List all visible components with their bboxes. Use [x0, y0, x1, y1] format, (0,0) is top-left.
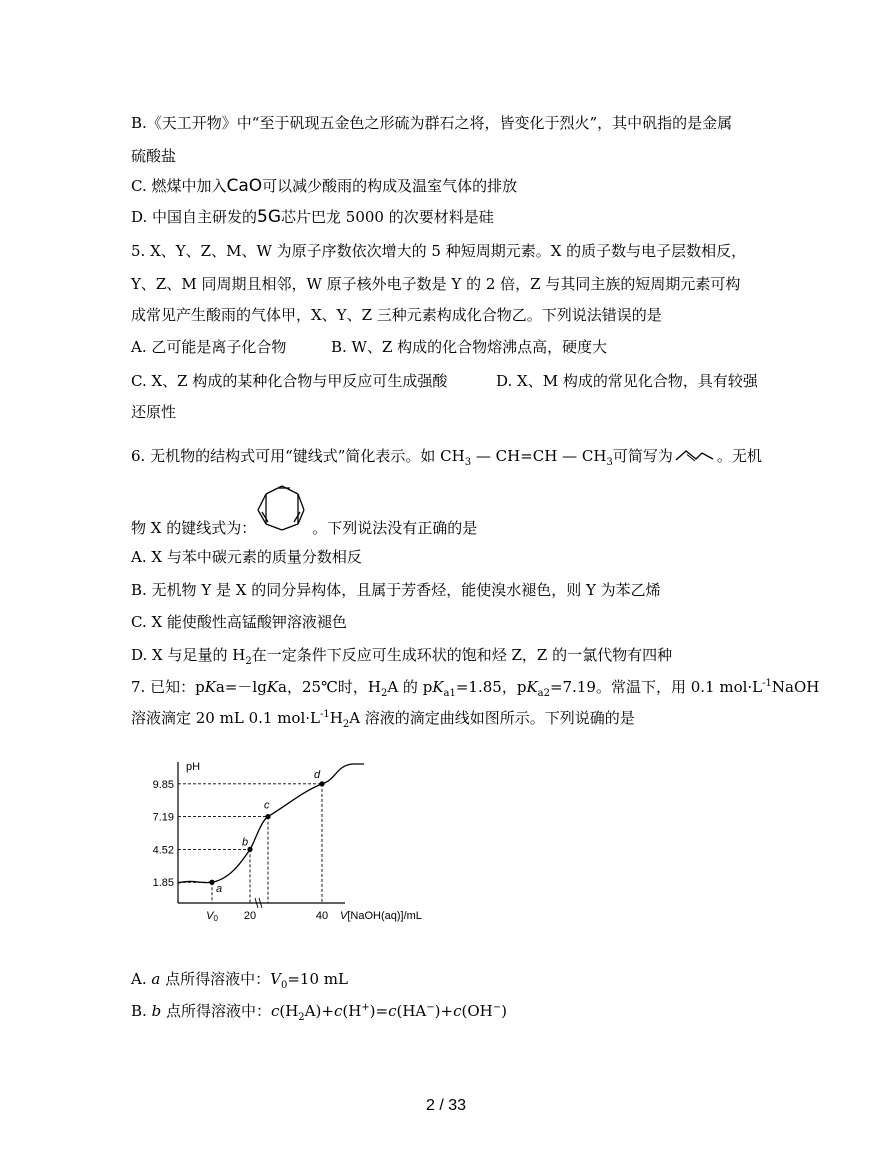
x-tick-label: 20 [243, 910, 257, 922]
y-tick-label: 7.19 [152, 811, 174, 824]
5g-label: 5G [257, 207, 282, 227]
q5-stem-line1: 5. X、Y、Z、M、W 为原子序数依次增大的 5 种短周期元素。X 的质子数与电子层数相反， [131, 242, 747, 260]
q4-option-d-text: D. 中国自主研发的 [131, 208, 258, 226]
butene-skeletal-icon [675, 447, 715, 463]
y-tick-label: 4.52 [152, 844, 174, 857]
point-d [319, 781, 324, 786]
q6-option-a: A. X 与苯中碳元素的质量分数相反 [131, 548, 362, 566]
q4-option-d [131, 207, 494, 227]
q5-option-d-line2: 还原性 [131, 403, 177, 421]
x-tick-label: 40 [315, 910, 329, 922]
q7-option-b: B. b 点所得溶液中：$c(H_2A)+c(H^+)=c(HA^-)+c(OH^-)$ [131, 1002, 507, 1023]
point-label-c: c [264, 799, 270, 812]
q7-option-a-prefix: A. [131, 970, 152, 988]
y-tick-label: 9.85 [152, 778, 174, 791]
q4-option-c-text: C. 燃煤中加入 [131, 177, 227, 195]
x-tick-label: V0 [206, 910, 218, 923]
q5-option-b: B. W、Z 构成的化合物熔沸点高，硬度大 [331, 338, 608, 356]
q7-stem-line1: 7. 已知：pKa=－lgKa，25℃时，$H_2A$ 的 $pK_{a1}=1.85$，$pK_{a2}=7.19$。常温下，用 0.1 $mol\cdot L^{-1}NaOH$ [131, 678, 820, 699]
q6-stem-text: 6. 无机物的结构式可用“键线式”简化表示。如 CH [131, 447, 465, 465]
q7-stem-line2: 溶液滴定 20 mL 0.1 $mol\cdot L^{-1}H_2A$ 溶液的滴定曲线如图所示。下列说确的是 [131, 709, 635, 730]
x-axis-label: V[NaOH(aq)]/mL [340, 910, 422, 922]
q4-option-d-text-end: 芯片巴龙 5000 的次要材料是硅 [281, 208, 494, 226]
q6-stem-line1: 6. 无机物的结构式可用“键线式”简化表示。如 $CH_3$ — CH=CH — $CH_3$可简写为 。无机 [131, 447, 762, 468]
q6-stem-text-2: 可简写为 [612, 447, 673, 465]
q4-option-b-line1: B.《天工开物》中“至于矾现五金色之形硫为群石之将，皆变化于烈火”，其中矾指的是金属 [131, 114, 733, 132]
q6-stem-line2 [131, 518, 477, 538]
titration-curve-chart [140, 752, 460, 932]
y-tick-label: 1.85 [152, 877, 174, 890]
q6-option-d-text-end: 在一定条件下反应可生成环状的饱和烃 Z，Z 的一氯代物有四种 [251, 646, 673, 664]
q6-option-b: B. 无机物 Y 是 X 的同分异构体，且属于芳香烃，能使溴水褪色，则 Y 为苯乙烯 [131, 581, 661, 599]
q5-stem-line2: Y、Z、M 同周期且相邻，W 原子核外电子数是 Y 的 2 倍，Z 与其同主族的短周期元素可构 [131, 275, 741, 293]
q7-option-b-var: b [151, 1002, 162, 1020]
q7-option-b-prefix: B. [131, 1002, 152, 1020]
point-c [265, 814, 270, 819]
q7-option-a: A. a 点所得溶液中：$V_0=10$ mL [131, 970, 348, 991]
y-axis-label: pH [186, 761, 201, 773]
q7-option-a-value: =10 mL [287, 970, 348, 988]
q7-option-b-text: 点所得溶液中： [161, 1002, 271, 1020]
q6-stem2-text-end: 。下列说法没有正确的是 [312, 519, 478, 537]
q5-option-a: A. 乙可能是离子化合物 [131, 338, 287, 356]
q6-stem2-text: 物 X 的键线式为： [131, 519, 257, 537]
q4-option-b-line2: 硫酸盐 [131, 147, 177, 165]
q6-option-d-text: D. X 与足量的 H [131, 646, 246, 664]
q5-stem-line3: 成常见产生酸雨的气体甲，X、Y、Z 三种元素构成化合物乙。下列说法错误的是 [131, 306, 662, 324]
point-label-d: d [314, 768, 321, 781]
page-number: 2 / 33 [425, 1097, 467, 1114]
q4-option-c [131, 176, 517, 196]
point-label-a: a [216, 883, 223, 896]
q5-option-d-line1: D. X、M 构成的常见化合物，具有较强 [496, 372, 758, 390]
q5-option-c: C. X、Z 构成的某种化合物与甲反应可生成强酸 [131, 372, 448, 390]
titration-curve [178, 764, 364, 883]
q6-stem-text-3: 。无机 [716, 447, 762, 465]
point-a [209, 880, 214, 885]
q6-option-d: D. X 与足量的 $H_2$在一定条件下反应可生成环状的饱和烃 Z，Z 的一氯代物有四种 [131, 646, 673, 667]
point-label-b: b [242, 836, 249, 849]
point-b [247, 847, 252, 852]
q7-option-a-var: a [151, 970, 161, 988]
q6-option-c: C. X 能使酸性高锰酸钾溶液褪色 [131, 613, 347, 631]
q7-option-a-text: 点所得溶液中： [160, 970, 271, 988]
cao-formula: CaO [226, 176, 263, 196]
q4-option-c-text-end: 可以减少酸雨的构成及温室气体的排放 [262, 177, 518, 195]
q6-stem-formula: — CH=CH — CH [471, 447, 607, 465]
